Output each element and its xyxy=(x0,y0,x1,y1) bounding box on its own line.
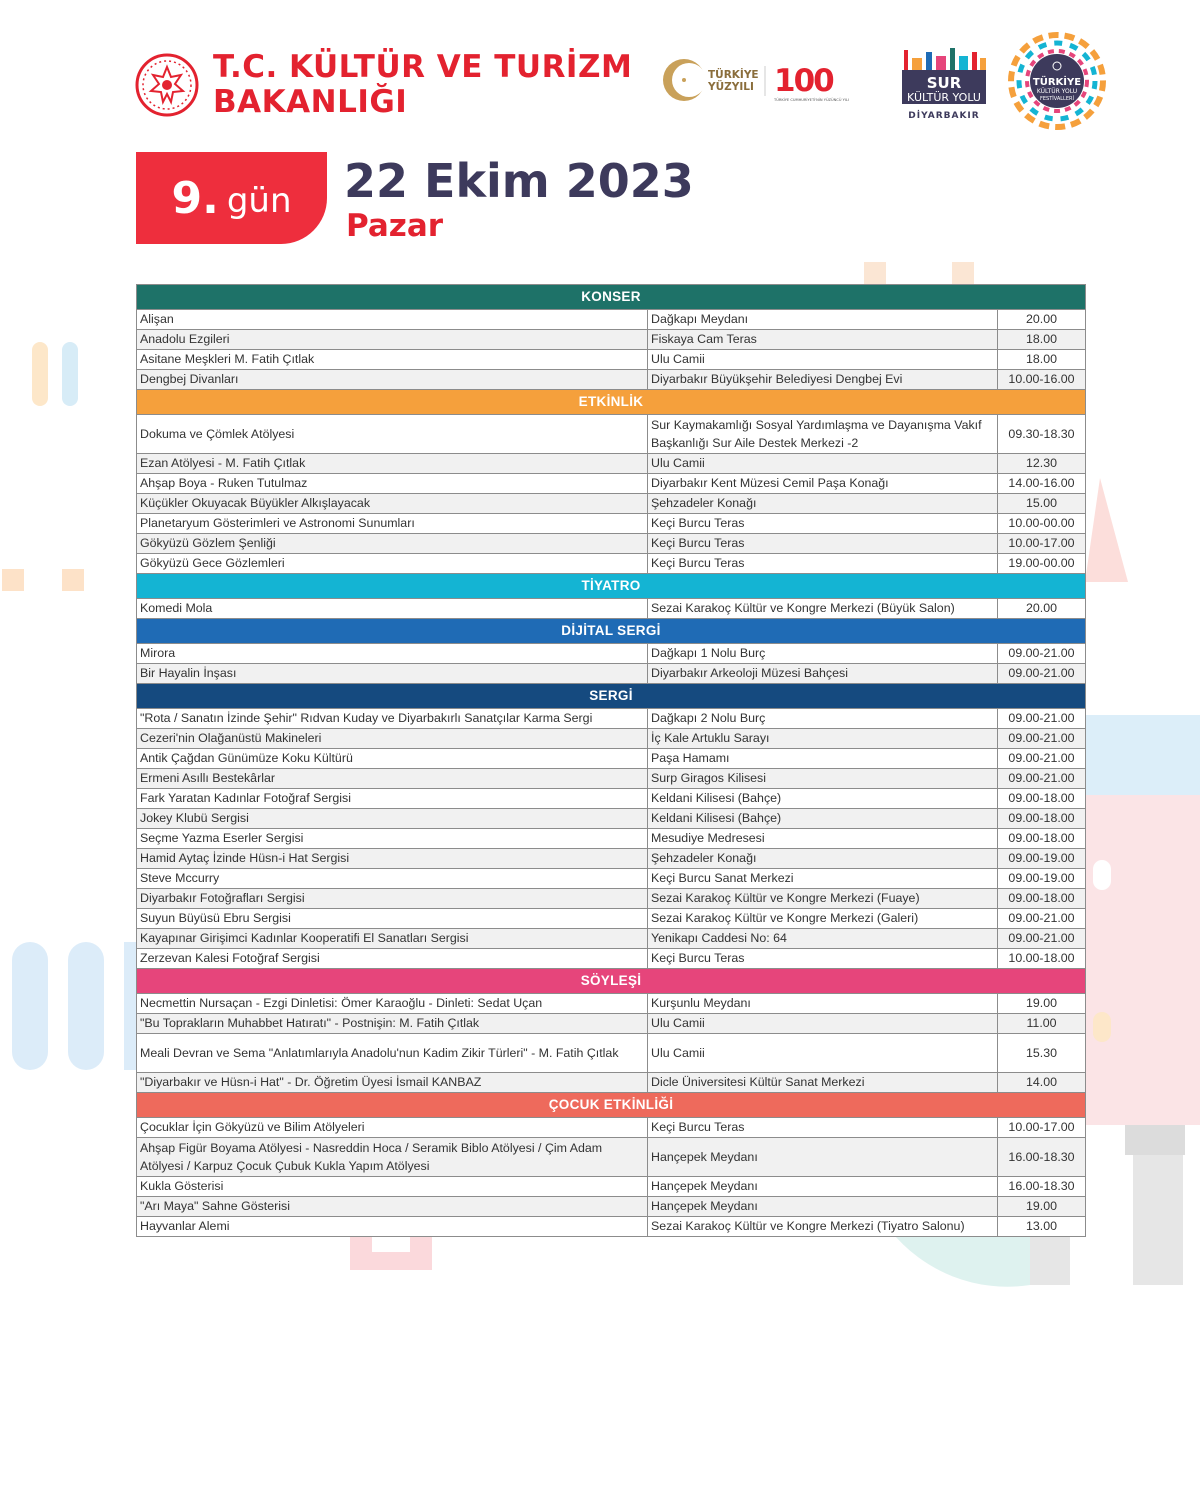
schedule-table xyxy=(136,284,1086,1237)
section-title: TİYATRO xyxy=(137,574,1086,599)
place-cell: Keçi Burcu Teras xyxy=(648,554,998,574)
time-cell: 13.00 xyxy=(998,1217,1086,1237)
time-cell: 10.00-16.00 xyxy=(998,370,1086,390)
time-cell: 10.00-17.00 xyxy=(998,534,1086,554)
ministry-title xyxy=(213,50,632,120)
event-cell: Mirora xyxy=(137,644,648,664)
event-cell: Gökyüzü Gözlem Şenliği xyxy=(137,534,648,554)
table-row xyxy=(137,1034,1086,1073)
place-cell: İç Kale Artuklu Sarayı xyxy=(648,729,998,749)
event-cell: Komedi Mola xyxy=(137,599,648,619)
time-cell: 16.00-18.30 xyxy=(998,1177,1086,1197)
time-cell: 15.30 xyxy=(998,1034,1086,1073)
section-title: ETKİNLİK xyxy=(137,390,1086,415)
event-cell: Küçükler Okuyacak Büyükler Alkışlayacak xyxy=(137,494,648,514)
time-cell: 15.00 xyxy=(998,494,1086,514)
time-cell: 09.00-18.00 xyxy=(998,889,1086,909)
place-cell: Diyarbakır Büyükşehir Belediyesi Dengbej Evi xyxy=(648,370,998,390)
day-badge xyxy=(136,152,327,244)
time-cell: 09.00-18.00 xyxy=(998,829,1086,849)
table-row xyxy=(137,514,1086,534)
table-row xyxy=(137,350,1086,370)
table-row xyxy=(137,869,1086,889)
fest-logo-line1: TÜRKİYE xyxy=(1032,77,1082,88)
event-cell: Hamid Aytaç İzinde Hüsn-i Hat Sergisi xyxy=(137,849,648,869)
date-title: 22 Ekim 2023 xyxy=(344,154,694,208)
event-cell: Ezan Atölyesi - M. Fatih Çıtlak xyxy=(137,454,648,474)
table-row xyxy=(137,1217,1086,1237)
place-cell: Diyarbakır Arkeoloji Müzesi Bahçesi xyxy=(648,664,998,684)
table-row xyxy=(137,310,1086,330)
event-cell: Jokey Klubü Sergisi xyxy=(137,809,648,829)
place-cell: Hançepek Meydanı xyxy=(648,1197,998,1217)
place-cell: Sezai Karakoç Kültür ve Kongre Merkezi (Fuaye) xyxy=(648,889,998,909)
turkiye-logo-text2: YÜZYILI xyxy=(708,81,754,93)
day-number: 9. xyxy=(171,172,219,224)
table-row xyxy=(137,709,1086,729)
time-cell: 19.00 xyxy=(998,1197,1086,1217)
ministry-title-line2: BAKANLIĞI xyxy=(213,84,408,120)
place-cell: Yenikapı Caddesi No: 64 xyxy=(648,929,998,949)
table-row xyxy=(137,474,1086,494)
place-cell: Şehzadeler Konağı xyxy=(648,849,998,869)
table-row xyxy=(137,415,1086,454)
table-row xyxy=(137,889,1086,909)
event-cell: Asitane Meşkleri M. Fatih Çıtlak xyxy=(137,350,648,370)
turkiye-logo-100: 100 xyxy=(774,63,833,99)
time-cell: 16.00-18.30 xyxy=(998,1138,1086,1177)
ministry-header xyxy=(135,50,632,120)
place-cell: Keçi Burcu Teras xyxy=(648,534,998,554)
time-cell: 12.30 xyxy=(998,454,1086,474)
event-cell: Planetaryum Gösterimleri ve Astronomi Sunumları xyxy=(137,514,648,534)
ministry-emblem-icon xyxy=(135,53,199,117)
place-cell: Mesudiye Medresesi xyxy=(648,829,998,849)
weekday: Pazar xyxy=(346,208,444,244)
event-cell: Suyun Büyüsü Ebru Sergisi xyxy=(137,909,648,929)
time-cell: 20.00 xyxy=(998,599,1086,619)
table-row xyxy=(137,1177,1086,1197)
place-cell: Dicle Üniversitesi Kültür Sanat Merkezi xyxy=(648,1073,998,1093)
table-row xyxy=(137,370,1086,390)
place-cell: Keçi Burcu Teras xyxy=(648,949,998,969)
time-cell: 09.00-21.00 xyxy=(998,644,1086,664)
time-cell: 09.00-21.00 xyxy=(998,909,1086,929)
time-cell: 18.00 xyxy=(998,330,1086,350)
event-cell: Steve Mccurry xyxy=(137,869,648,889)
time-cell: 19.00-00.00 xyxy=(998,554,1086,574)
event-cell: "Arı Maya" Sahne Gösterisi xyxy=(137,1197,648,1217)
time-cell: 09.00-21.00 xyxy=(998,729,1086,749)
time-cell: 10.00-17.00 xyxy=(998,1118,1086,1138)
time-cell: 09.00-21.00 xyxy=(998,769,1086,789)
event-cell: Alişan xyxy=(137,310,648,330)
event-cell: "Diyarbakır ve Hüsn-i Hat" - Dr. Öğretim Üyesi İsmail KANBAZ xyxy=(137,1073,648,1093)
place-cell: Keldani Kilisesi (Bahçe) xyxy=(648,789,998,809)
table-row xyxy=(137,929,1086,949)
section-header-row xyxy=(137,1093,1086,1118)
place-cell: Paşa Hamamı xyxy=(648,749,998,769)
table-row xyxy=(137,949,1086,969)
table-row xyxy=(137,769,1086,789)
table-row xyxy=(137,454,1086,474)
table-row xyxy=(137,494,1086,514)
table-row xyxy=(137,1014,1086,1034)
time-cell: 09.00-21.00 xyxy=(998,929,1086,949)
event-cell: "Bu Toprakların Muhabbet Hatıratı" - Postnişin: M. Fatih Çıtlak xyxy=(137,1014,648,1034)
table-row xyxy=(137,1073,1086,1093)
time-cell: 10.00-00.00 xyxy=(998,514,1086,534)
section-title: KONSER xyxy=(137,285,1086,310)
place-cell: Dağkapı Meydanı xyxy=(648,310,998,330)
sur-logo-line2: KÜLTÜR YOLU xyxy=(907,91,981,104)
place-cell: Diyarbakır Kent Müzesi Cemil Paşa Konağı xyxy=(648,474,998,494)
table-row xyxy=(137,829,1086,849)
time-cell: 11.00 xyxy=(998,1014,1086,1034)
turkiye-logo-caption: TÜRKİYE CUMHURİYETİ'NİN YÜZÜNCÜ YILI xyxy=(774,98,849,102)
event-cell: Antik Çağdan Günümüze Koku Kültürü xyxy=(137,749,648,769)
event-cell: Seçme Yazma Eserler Sergisi xyxy=(137,829,648,849)
event-cell: Meali Devran ve Sema "Anlatımlarıyla Anadolu'nun Kadim Zikir Türleri" - M. Fatih Çıtlak xyxy=(137,1034,648,1073)
event-cell: Bir Hayalin İnşası xyxy=(137,664,648,684)
table-row xyxy=(137,1118,1086,1138)
event-cell: Çocuklar İçin Gökyüzü ve Bilim Atölyeleri xyxy=(137,1118,648,1138)
section-header-row xyxy=(137,390,1086,415)
fest-logo-line3: FESTİVALLERİ xyxy=(1040,96,1074,102)
time-cell: 14.00 xyxy=(998,1073,1086,1093)
place-cell: Ulu Camii xyxy=(648,350,998,370)
time-cell: 19.00 xyxy=(998,994,1086,1014)
table-row xyxy=(137,664,1086,684)
time-cell: 10.00-18.00 xyxy=(998,949,1086,969)
place-cell: Fiskaya Cam Teras xyxy=(648,330,998,350)
table-row xyxy=(137,994,1086,1014)
time-cell: 18.00 xyxy=(998,350,1086,370)
table-row xyxy=(137,534,1086,554)
section-title: SERGİ xyxy=(137,684,1086,709)
time-cell: 09.00-21.00 xyxy=(998,664,1086,684)
event-cell: Dokuma ve Çömlek Atölyesi xyxy=(137,415,648,454)
turkiye-yuzyili-logo xyxy=(662,56,852,104)
place-cell: Sezai Karakoç Kültür ve Kongre Merkezi (Galeri) xyxy=(648,909,998,929)
place-cell: Sezai Karakoç Kültür ve Kongre Merkezi (Tiyatro Salonu) xyxy=(648,1217,998,1237)
section-title: ÇOCUK ETKİNLİĞİ xyxy=(137,1093,1086,1118)
time-cell: 09.00-19.00 xyxy=(998,849,1086,869)
place-cell: Ulu Camii xyxy=(648,1014,998,1034)
table-row xyxy=(137,599,1086,619)
event-cell: "Rota / Sanatın İzinde Şehir" Rıdvan Kuday ve Diyarbakırlı Sanatçılar Karma Sergi xyxy=(137,709,648,729)
turkiye-logo-text1: TÜRKİYE xyxy=(708,69,759,81)
table-row xyxy=(137,809,1086,829)
table-row xyxy=(137,644,1086,664)
kultur-yolu-festivalleri-logo xyxy=(1008,32,1106,130)
event-cell: Kukla Gösterisi xyxy=(137,1177,648,1197)
place-cell: Sezai Karakoç Kültür ve Kongre Merkezi (Büyük Salon) xyxy=(648,599,998,619)
sur-kultur-yolu-logo xyxy=(900,44,988,122)
sur-logo-city: DİYARBAKIR xyxy=(908,111,980,121)
time-cell: 09.00-18.00 xyxy=(998,789,1086,809)
table-row xyxy=(137,1197,1086,1217)
table-row xyxy=(137,789,1086,809)
time-cell: 09.00-21.00 xyxy=(998,749,1086,769)
section-header-row xyxy=(137,619,1086,644)
event-cell: Fark Yaratan Kadınlar Fotoğraf Sergisi xyxy=(137,789,648,809)
place-cell: Dağkapı 1 Nolu Burç xyxy=(648,644,998,664)
time-cell: 09.00-21.00 xyxy=(998,709,1086,729)
place-cell: Keldani Kilisesi (Bahçe) xyxy=(648,809,998,829)
ministry-title-line1: T.C. KÜLTÜR VE TURİZM xyxy=(213,49,633,85)
event-cell: Diyarbakır Fotoğrafları Sergisi xyxy=(137,889,648,909)
time-cell: 20.00 xyxy=(998,310,1086,330)
section-title: DİJİTAL SERGİ xyxy=(137,619,1086,644)
fest-logo-line2: KÜLTÜR YOLU xyxy=(1036,88,1078,95)
place-cell: Ulu Camii xyxy=(648,1034,998,1073)
event-cell: Zerzevan Kalesi Fotoğraf Sergisi xyxy=(137,949,648,969)
day-word: gün xyxy=(226,181,292,221)
place-cell: Surp Giragos Kilisesi xyxy=(648,769,998,789)
event-cell: Ahşap Boya - Ruken Tutulmaz xyxy=(137,474,648,494)
event-cell: Ermeni Asıllı Bestekârlar xyxy=(137,769,648,789)
event-cell: Cezeri'nin Olağanüstü Makineleri xyxy=(137,729,648,749)
place-cell: Sur Kaymakamlığı Sosyal Yardımlaşma ve Dayanışma Vakıf Başkanlığı Sur Aile Destek Merkezi -2 xyxy=(648,415,998,454)
table-row xyxy=(137,749,1086,769)
section-header-row xyxy=(137,684,1086,709)
place-cell: Keçi Burcu Teras xyxy=(648,514,998,534)
place-cell: Ulu Camii xyxy=(648,454,998,474)
section-header-row xyxy=(137,574,1086,599)
event-cell: Ahşap Figür Boyama Atölyesi - Nasreddin Hoca / Seramik Biblo Atölyesi / Çim Adam Atölyesi / Karpuz Çocuk Çubuk Kukla Yapım Atölyesi xyxy=(137,1138,648,1177)
place-cell: Hançepek Meydanı xyxy=(648,1138,998,1177)
table-row xyxy=(137,849,1086,869)
table-row xyxy=(137,330,1086,350)
sur-logo-line1: SUR xyxy=(926,74,962,92)
time-cell: 09.30-18.30 xyxy=(998,415,1086,454)
time-cell: 14.00-16.00 xyxy=(998,474,1086,494)
table-row xyxy=(137,909,1086,929)
table-row xyxy=(137,1138,1086,1177)
event-cell: Anadolu Ezgileri xyxy=(137,330,648,350)
event-cell: Gökyüzü Gece Gözlemleri xyxy=(137,554,648,574)
place-cell: Hançepek Meydanı xyxy=(648,1177,998,1197)
table-row xyxy=(137,554,1086,574)
event-cell: Dengbej Divanları xyxy=(137,370,648,390)
time-cell: 09.00-19.00 xyxy=(998,869,1086,889)
place-cell: Şehzadeler Konağı xyxy=(648,494,998,514)
time-cell: 09.00-18.00 xyxy=(998,809,1086,829)
table-row xyxy=(137,729,1086,749)
event-cell: Kayapınar Girişimci Kadınlar Kooperatifi El Sanatları Sergisi xyxy=(137,929,648,949)
place-cell: Keçi Burcu Sanat Merkezi xyxy=(648,869,998,889)
event-cell: Hayvanlar Alemi xyxy=(137,1217,648,1237)
section-header-row xyxy=(137,285,1086,310)
place-cell: Keçi Burcu Teras xyxy=(648,1118,998,1138)
section-header-row xyxy=(137,969,1086,994)
place-cell: Kurşunlu Meydanı xyxy=(648,994,998,1014)
place-cell: Dağkapı 2 Nolu Burç xyxy=(648,709,998,729)
section-title: SÖYLEŞİ xyxy=(137,969,1086,994)
event-cell: Necmettin Nursaçan - Ezgi Dinletisi: Ömer Karaoğlu - Dinleti: Sedat Uçan xyxy=(137,994,648,1014)
